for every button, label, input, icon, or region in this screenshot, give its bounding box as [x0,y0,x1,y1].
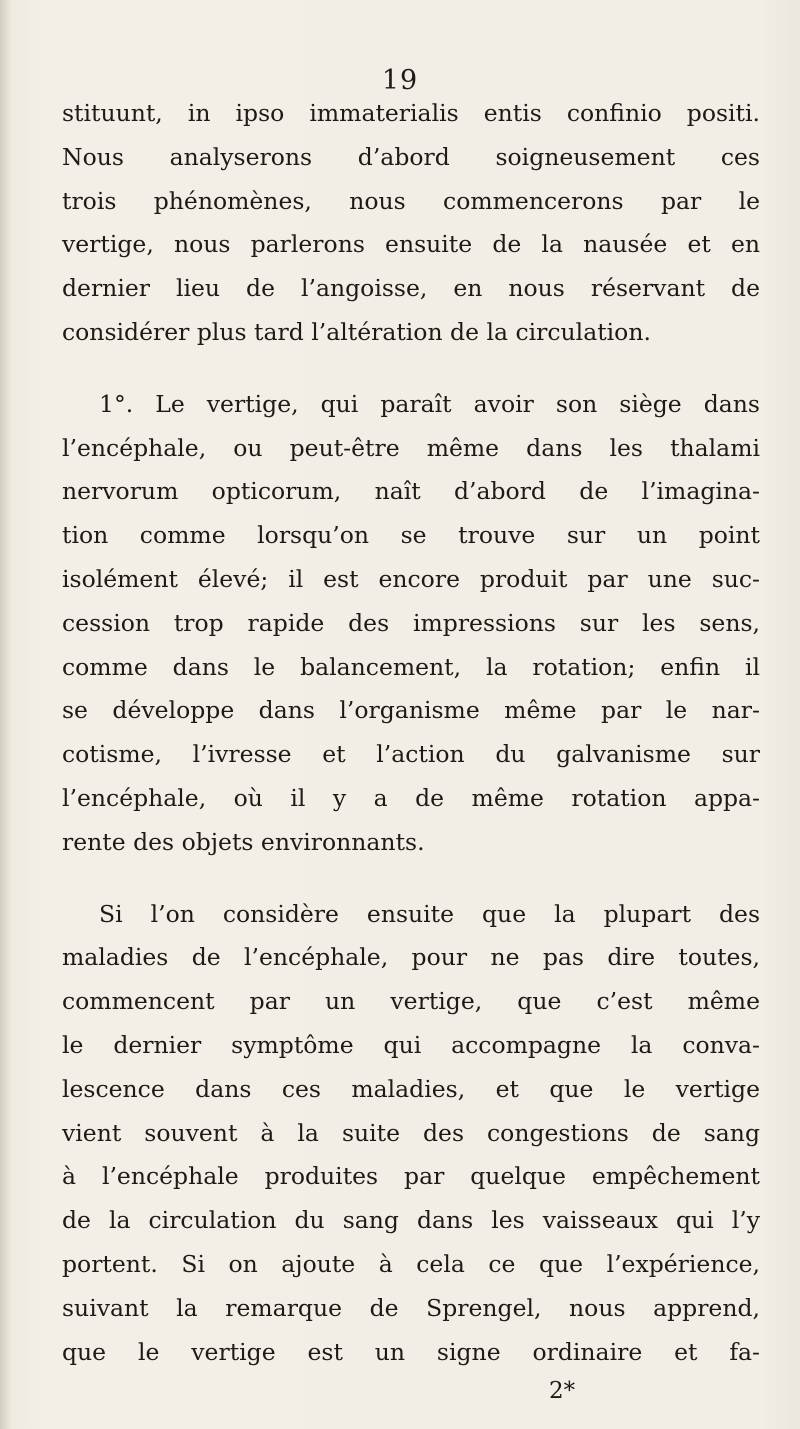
text-line: l’encéphale, où il y a de même rotation appa- [62,783,760,812]
text-line: Si l’on considère ensuite que la plupart des [99,899,760,928]
text-line: suivant la remarque de Sprengel, nous apprend, [62,1293,760,1322]
paragraph-2 [62,383,760,865]
text-line: à l’encéphale produites par quelque empêchement [62,1162,760,1191]
text-line: trois phénomènes, nous commencerons par le [62,186,760,215]
text-line: nervorum opticorum, naît d’abord de l’imagina- [62,477,760,506]
body-text [62,92,760,1374]
text-line: 1°. Le vertige, qui paraît avoir son siège dans [99,389,760,418]
text-line: se développe dans l’organisme même par le nar- [62,696,760,725]
text-line: cotisme, l’ivresse et l’action du galvanisme sur [62,740,760,769]
text-line: vertige, nous parlerons ensuite de la nausée et en [62,230,760,259]
text-line: que le vertige est un signe ordinaire et fa- [62,1337,760,1366]
text-line: de la circulation du sang dans les vaisseaux qui l’y [62,1206,760,1235]
text-line: Nous analyserons d’abord soigneusement ces [62,142,760,171]
text-line: considérer plus tard l’altération de la circulation. [62,317,651,346]
paragraph-gap [62,355,760,383]
text-line: lescence dans ces maladies, et que le vertige [62,1074,760,1103]
signature-mark: 2* [549,1378,576,1404]
text-line: dernier lieu de l’angoisse, en nous réservant de [62,274,760,303]
text-line: maladies de l’encéphale, pour ne pas dire toutes, [62,943,760,972]
text-line: comme dans le balancement, la rotation; enfin il [62,652,760,681]
text-line: le dernier symptôme qui accompagne la conva- [62,1030,760,1059]
page-number: 19 [381,65,419,96]
paragraph-gap [62,865,760,893]
text-line: tion comme lorsqu’on se trouve sur un point [62,521,760,550]
text-line: vient souvent à la suite des congestions de sang [62,1118,760,1147]
text-line: rente des objets environnants. [62,827,425,856]
text-line: l’encéphale, ou peut-être même dans les thalami [62,433,760,462]
page-left-edge [0,0,10,1429]
text-line: stituunt, in ipso immaterialis entis confinio positi. [62,99,760,127]
paragraph-3 [62,893,760,1375]
text-line: cession trop rapide des impressions sur les sens, [62,608,760,637]
text-line: portent. Si on ajoute à cela ce que l’expérience, [62,1249,760,1278]
text-line: isolément élevé; il est encore produit par une suc- [62,564,760,593]
paragraph-1 [62,92,760,355]
text-line: commencent par un vertige, que c’est même [62,987,760,1016]
